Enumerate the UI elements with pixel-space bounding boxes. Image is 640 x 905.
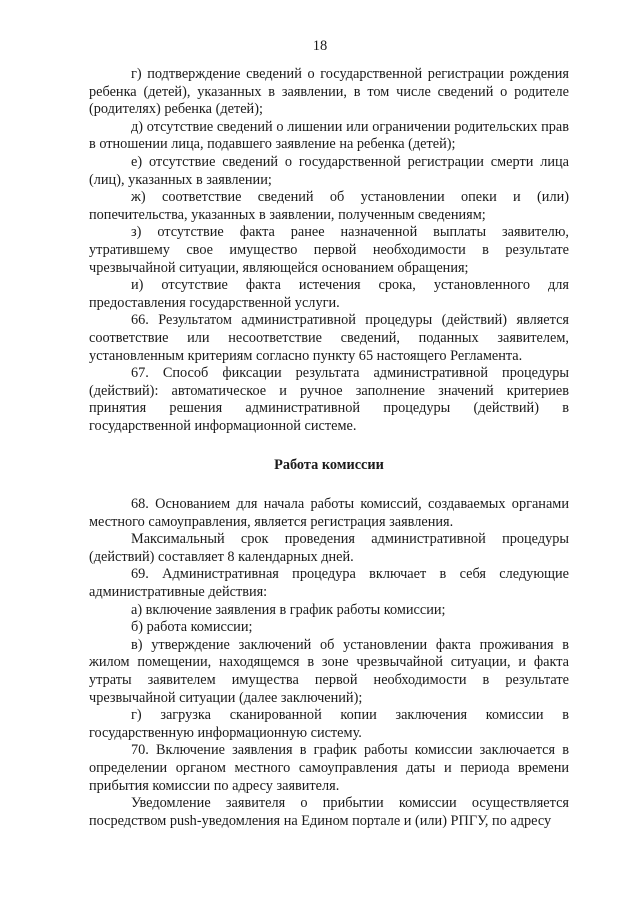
paragraph-item-z: з) отсутствие факта ранее назначенной выплаты заявителю, утратившему свое имущество первой необходимости в результате чрезвычайной ситуации, являющейся основанием обращения; (89, 224, 569, 276)
paragraph-66: 66. Результатом административной процедуры (действий) является соответствие или несоответствие сведений, поданных заявителем, установленным критериям согласно пункту 65 настоящего Регламента. (89, 312, 569, 364)
section-heading: Работа комиссии (274, 457, 384, 474)
paragraph-item-g: г) подтверждение сведений о государственной регистрации рождения ребенка (детей), указанных в заявлении, в том числе сведений о родителе (родителях) ребенка (детей); (89, 66, 569, 118)
paragraph-item-e: е) отсутствие сведений о государственной регистрации смерти лица (лиц), указанных в заявлении; (89, 153, 569, 188)
paragraph-item-d: д) отсутствие сведений о лишении или ограничении родительских прав в отношении лица, подавшего заявление на ребенка (детей); (89, 118, 569, 153)
paragraph-70: 70. Включение заявления в график работы комиссии заключается в определении органом местного самоуправления даты и периода времени прибытия комиссии по адресу заявителя. (89, 742, 569, 794)
paragraph-item-i: и) отсутствие факта истечения срока, установленного для предоставления государственной услуги. (89, 277, 569, 311)
page-number: 18 (312, 38, 328, 54)
paragraph-item-b: б) работа комиссии; (131, 619, 253, 636)
paragraph-67: 67. Способ фиксации результата административной процедуры (действий): автоматическое и ручное заполнение значений критериев принятия решения административной процедуры (действий) в государственной информационной системе. (89, 365, 569, 434)
paragraph-69: 69. Административная процедура включает в себя следующие административные действия: (89, 566, 569, 601)
paragraph-68: 68. Основанием для начала работы комиссий, создаваемых органами местного самоуправления, является регистрация заявления. (89, 496, 569, 530)
document-body (89, 66, 569, 830)
paragraph-item-v: в) утверждение заключений об установлении факта проживания в жилом помещении, находящемся в зоне чрезвычайной ситуации, и факта утраты заявителем имущества первой необходимости в результате чрезвычайной ситуации (далее заключений); (89, 636, 569, 706)
paragraph-notification: Уведомление заявителя о прибытии комиссии осуществляется посредством push-уведомления на Едином портале и (или) РПГУ, по адресу (89, 795, 569, 829)
paragraph-item-zh: ж) соответствие сведений об установлении опеки и (или) попечительства, указанных в заявлении, полученным сведениям; (89, 189, 569, 223)
paragraph-max-term: Максимальный срок проведения административной процедуры (действий) составляет 8 календарных дней. (89, 531, 569, 565)
paragraph-item-a: а) включение заявления в график работы комиссии; (131, 601, 446, 618)
paragraph-item-g2: г) загрузка сканированной копии заключения комиссии в государственную информационную систему. (89, 707, 569, 741)
